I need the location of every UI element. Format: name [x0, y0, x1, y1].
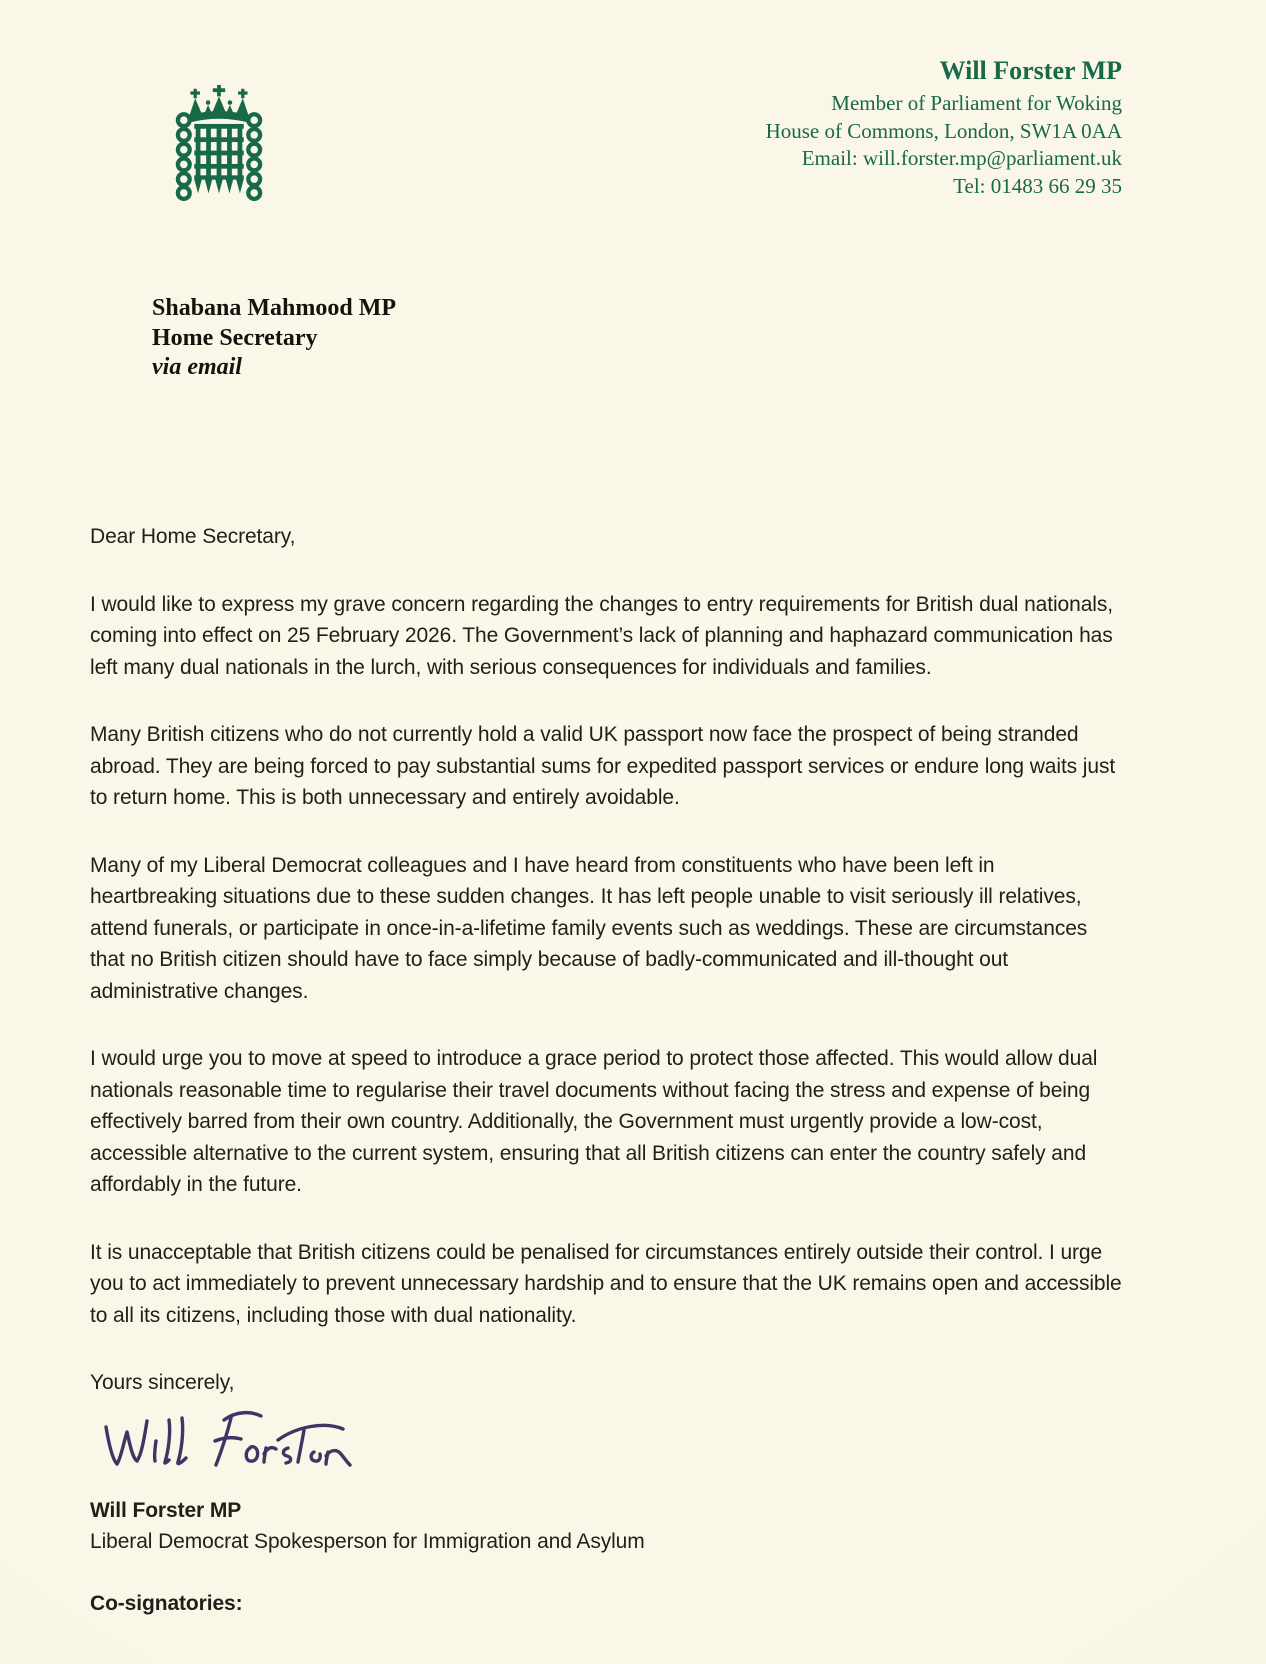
recipient-block: [152, 294, 396, 383]
letterhead-sender-name: Will Forster MP: [939, 56, 1122, 85]
letter-body: [90, 521, 1122, 1619]
letterhead-constituency: Member of Parliament for Woking: [831, 91, 1122, 115]
letterhead-address: House of Commons, London, SW1A 0AA: [765, 118, 1122, 143]
salutation: Dear Home Secretary,: [90, 525, 296, 548]
letterhead-phone: Tel: 01483 66 29 35: [953, 173, 1122, 198]
letterhead-email: Email: will.forster.mp@parliament.uk: [801, 146, 1122, 170]
sender-title: Liberal Democrat Spokesperson for Immigration and Asylum: [90, 1530, 645, 1553]
paragraph-3: Many of my Liberal Democrat colleagues and I have heard from constituents who have been left in heartbreaking situations due to these sudden changes. It has left people unable to visit seriously ill relatives, attend funerals, or participate in once-in-a-lifetime family events such as weddings. These are circumstances that no British citizen should have to face simply because of badly-communicated and ill-thought out administrative changes.: [90, 853, 1088, 1003]
cosignatories-label: Co-signatories:: [90, 1591, 243, 1615]
portcullis-logo-icon: [170, 84, 268, 202]
paragraph-4: I would urge you to move at speed to introduce a grace period to protect those affected. This would allow dual nationals reasonable time to regularise their travel documents without facing the stress and expense of being effectively barred from their own country. Additionally, the Government must urgently provide a low-cost, accessible alternative to the current system, ensuring that all British citizens can enter the country safely and affordably in the future.: [90, 1047, 1098, 1196]
closing: Yours sincerely,: [90, 1371, 235, 1394]
letterhead: [766, 56, 1122, 200]
delivery-method: via email: [152, 354, 242, 380]
sender-name: Will Forster MP: [90, 1498, 242, 1522]
signature-icon: [98, 1403, 390, 1479]
paragraph-2: Many British citizens who do not currently hold a valid UK passport now face the prospect of being stranded abroad. They are being forced to pay substantial sums for expedited passport services or endure long waits just to return home. This is both unnecessary and entirely avoidable.: [90, 723, 1116, 809]
paragraph-5: It is unacceptable that British citizens could be penalised for circumstances entirely outside their control. I urge you to act immediately to prevent unnecessary hardship and to ensure that the UK remains open and accessible to all its citizens, including those with dual nationality.: [90, 1240, 1122, 1327]
paragraph-1: I would like to express my grave concern regarding the changes to entry requirements for British dual nationals, coming into effect on 25 February 2026. The Government’s lack of planning and haphazard communication has left many dual nationals in the lurch, with serious consequences for individuals and families.: [90, 592, 1113, 679]
recipient-title: Home Secretary: [152, 324, 318, 351]
recipient-name: Shabana Mahmood MP: [152, 295, 397, 321]
